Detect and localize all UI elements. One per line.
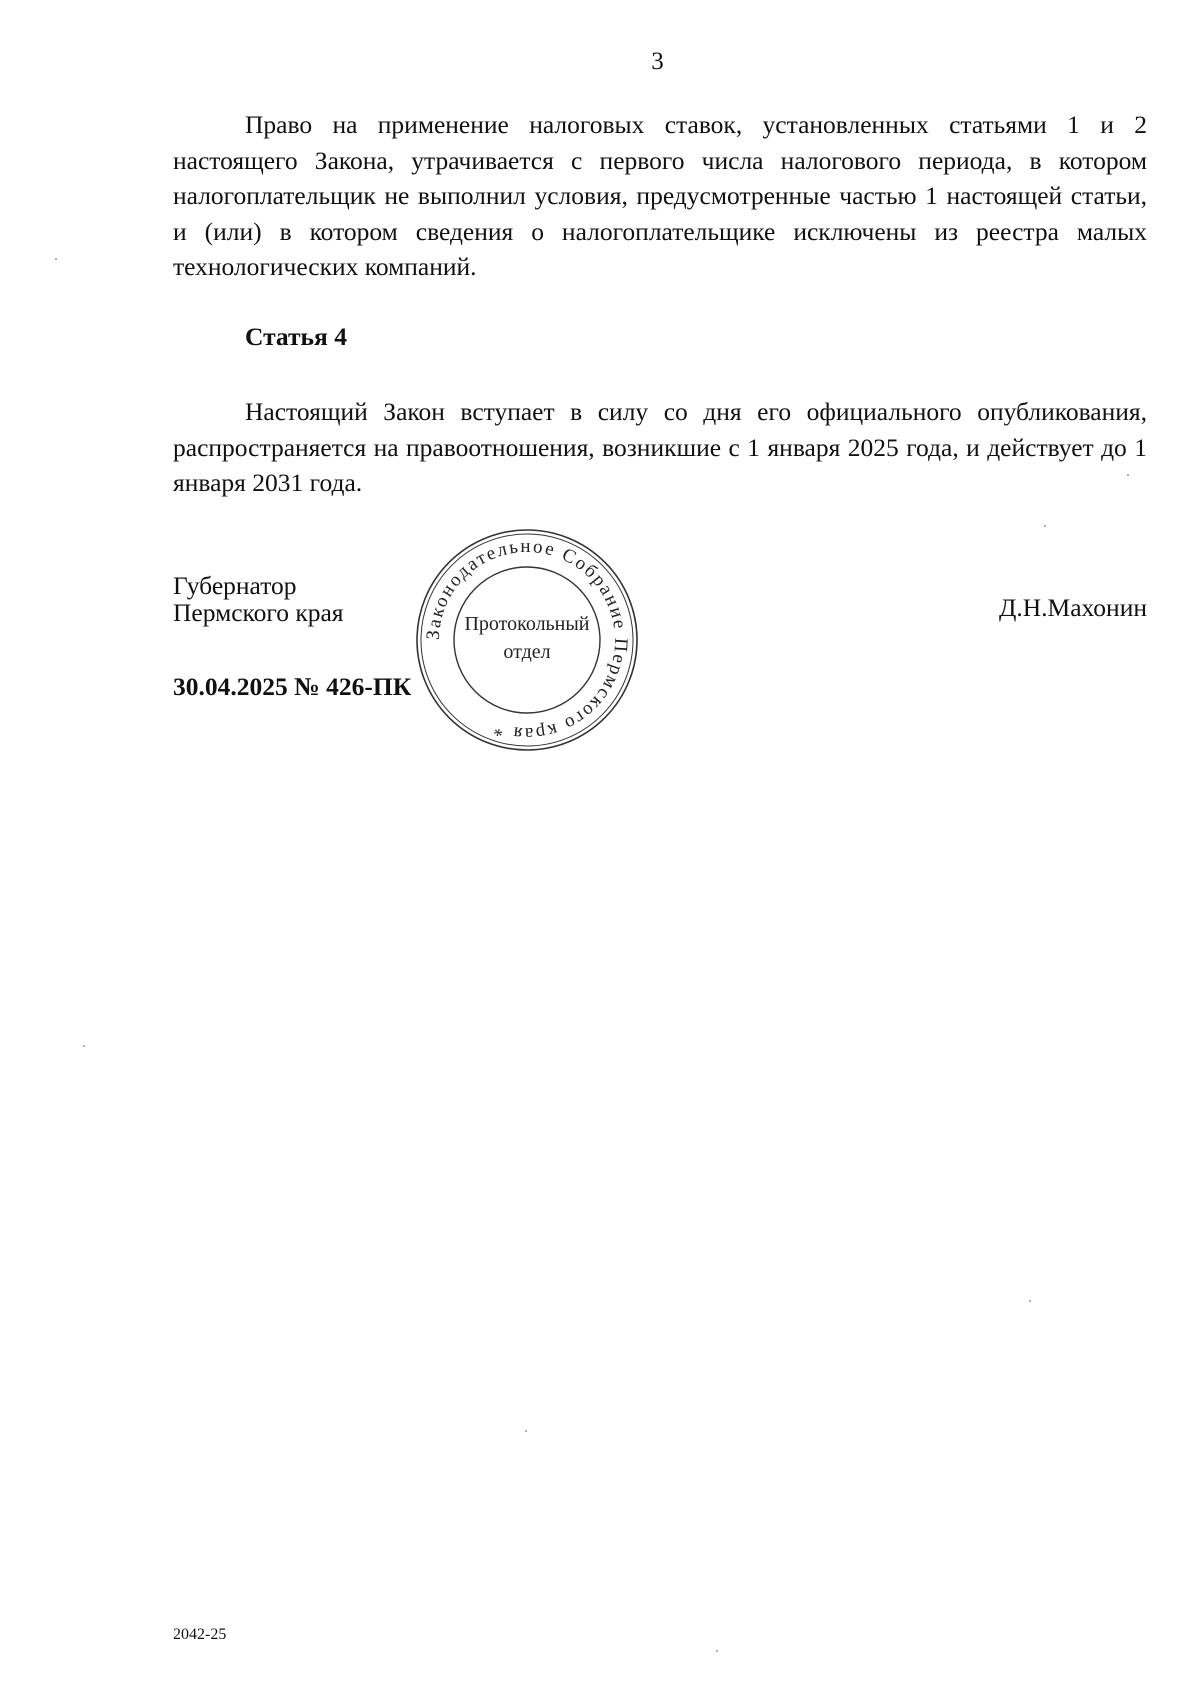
stamp-center-line-2: отдел [503,641,551,663]
scan-speck [1029,1300,1031,1302]
document-footer-code: 2042-25 [173,1626,227,1643]
paragraph-1-text: Право на применение налоговых ставок, установленных статьями 1 и 2 настоящего Закона, утрачивается с первого числа налогового периода, в котором налогоплательщик не выполнил условия, предусмотренные частью 1 настоящей статьи, и (или) в котором сведения о налогоплательщике исключены из реестра малых технологических компаний. [173,110,1147,281]
paragraph-tax-rate-right [173,107,1147,285]
paragraph-2-text: Настоящий Закон вступает в силу со дня его официального опубликования, распространяется на правоотношения, возникшие с 1 января 2025 года, и действует до 1 января 2031 года. [173,397,1147,497]
scan-speck [525,1430,527,1432]
official-stamp [414,527,640,753]
stamp-center-text [414,610,640,666]
page-number: 3 [651,48,664,75]
scan-speck [83,1045,85,1047]
stamp-ring-text: Законодательное Собрание Пермского края * [422,535,632,745]
signatory-title [173,572,344,626]
scan-speck [1127,474,1129,476]
signatory-name: Д.Н.Махонин [998,593,1147,622]
scan-speck [1044,525,1046,527]
stamp-center-line-1: Протокольный [464,613,590,635]
article-4-heading: Статья 4 [245,322,347,351]
signatory-title-line-2: Пермского края [173,598,344,627]
signatory-title-line-1: Губернатор [173,571,297,600]
scan-speck [716,1650,718,1652]
scan-speck [55,258,57,260]
paragraph-entry-into-force [173,394,1147,501]
law-date-number: 30.04.2025 № 426-ПК [173,672,412,701]
